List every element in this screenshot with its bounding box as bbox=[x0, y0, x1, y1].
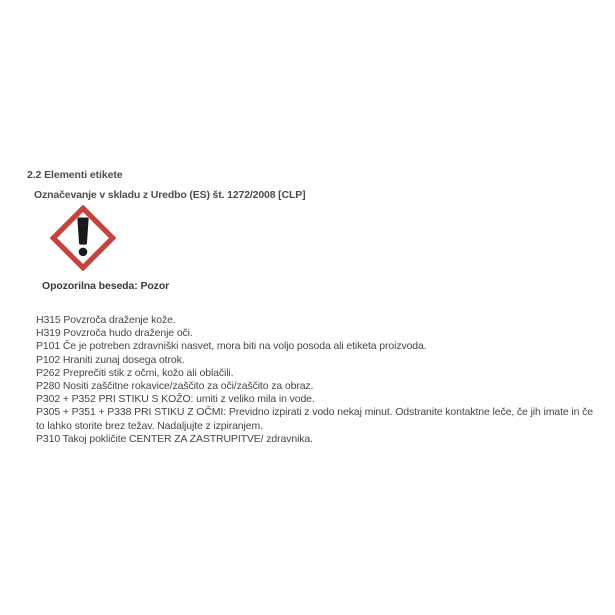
statement-line: P302 + P352 PRI STIKU S KOŽO: umiti z veliko mila in vode. bbox=[36, 393, 315, 406]
statement-line: P280 Nositi zaščitne rokavice/zaščito za oči/zaščito za obraz. bbox=[36, 380, 314, 393]
statement-line: P262 Preprečiti stik z očmi, kožo ali oblačili. bbox=[36, 366, 234, 379]
statement-line: P310 Takoj pokličite CENTER ZA ZASTRUPITVE/ zdravnika. bbox=[36, 432, 313, 445]
statement-line: H319 Povzroča hudo draženje oči. bbox=[36, 327, 193, 340]
statement-line: P101 Če je potreben zdravniški nasvet, mora biti na voljo posoda ali etiketa proizvoda. bbox=[36, 340, 427, 353]
hazard-precaution-statements-list bbox=[36, 314, 598, 446]
statement-line: P305 + P351 + P338 PRI STIKU Z OČMI: Previdno izpirati z vodo nekaj minut. Odstranite kontaktne leče, če jih imate in če to lahko storite brez težav. Nadaljujte z izpiranjem. bbox=[36, 406, 593, 432]
statement-line: H315 Povzroča draženje kože. bbox=[36, 314, 176, 326]
statement-line: P102 Hraniti zunaj dosega otrok. bbox=[36, 353, 185, 366]
signal-word-line: Opozorilna beseda: Pozor bbox=[42, 280, 170, 292]
labeling-regulation-line: Označevanje v skladu z Uredbo (ES) št. 1272/2008 [CLP] bbox=[34, 189, 306, 201]
ghs07-exclamation-mark-pictogram-icon bbox=[50, 205, 116, 271]
section-title: 2.2 Elementi etikete bbox=[27, 169, 123, 181]
exclamation-dot bbox=[79, 248, 88, 257]
exclamation-bar bbox=[79, 219, 88, 243]
